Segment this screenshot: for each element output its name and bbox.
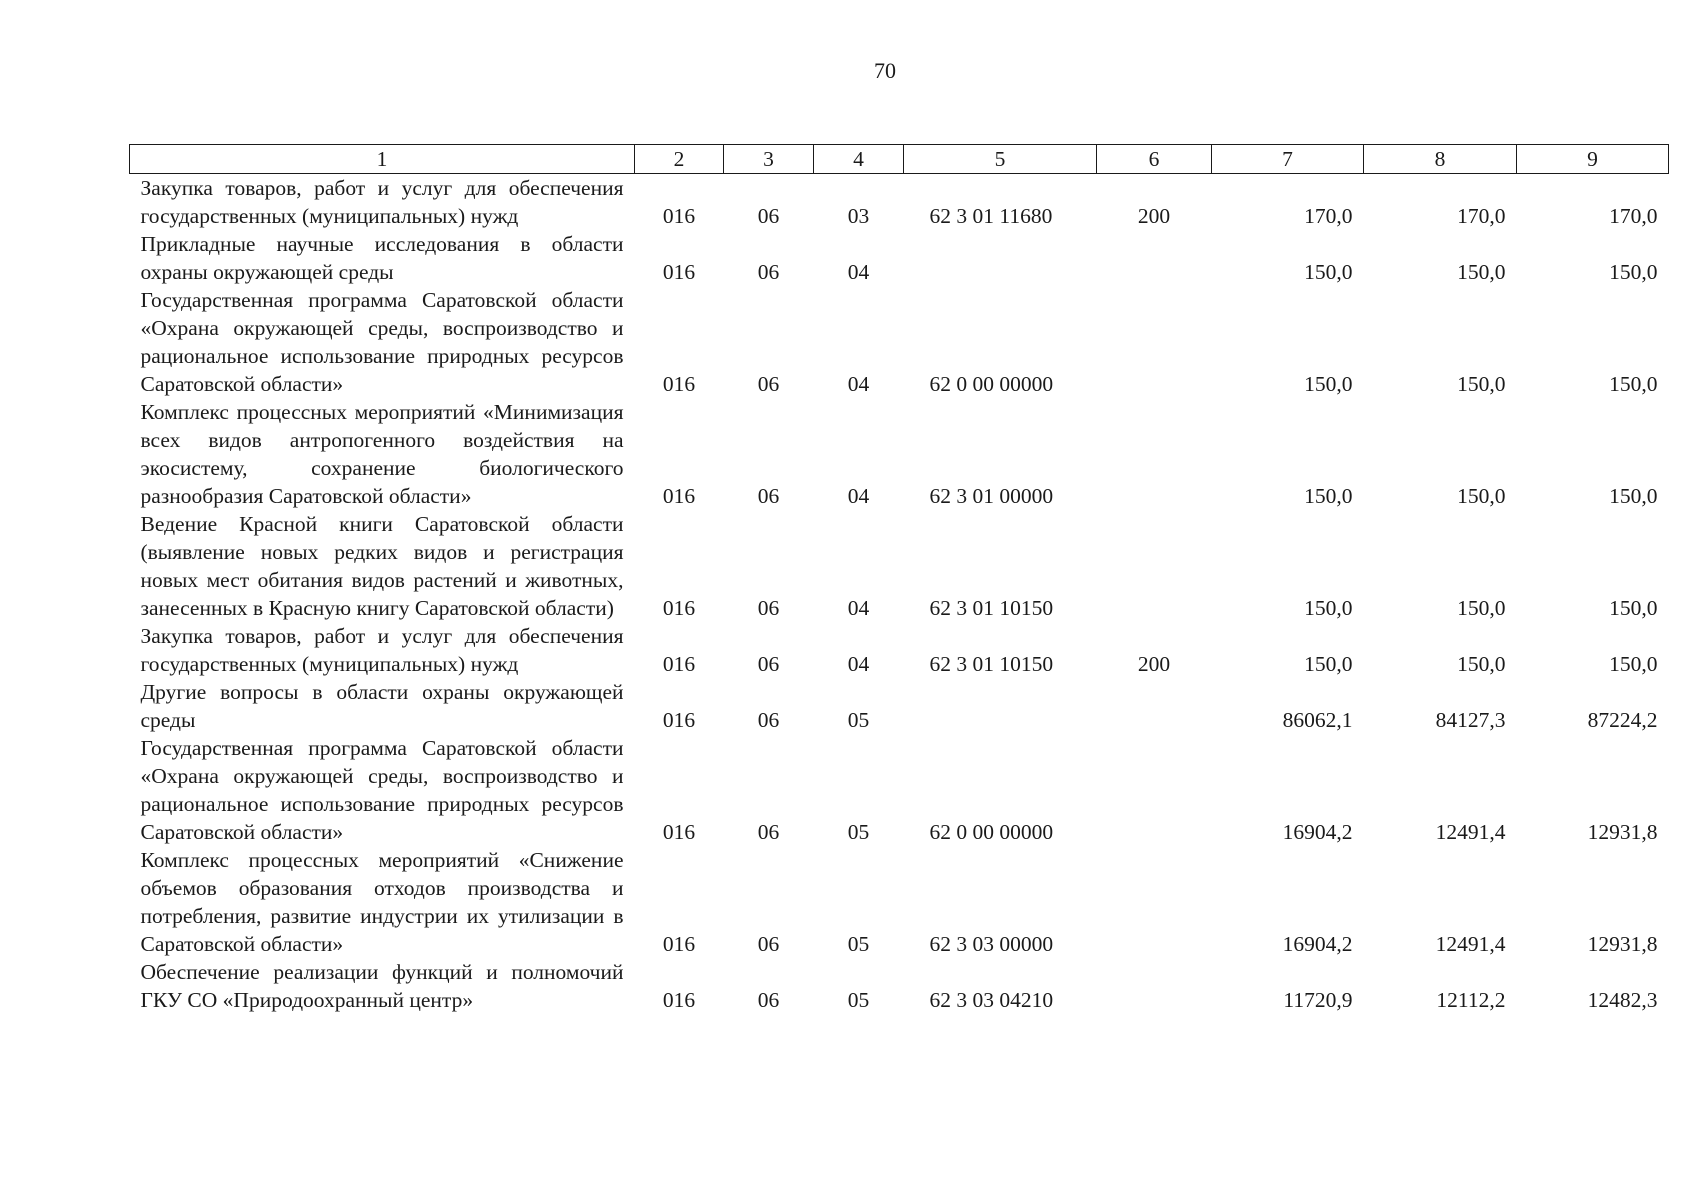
page-number: 70 [874, 58, 896, 83]
row-subsection: 04 [847, 596, 870, 620]
row-kind [1097, 678, 1212, 734]
row-kind [1097, 846, 1212, 958]
row-subsection: 05 [847, 820, 870, 844]
row-target: 62 3 01 00000 [929, 484, 1054, 508]
row-year1: 170,0 [1304, 204, 1353, 228]
row-ministry: 016 [662, 708, 696, 732]
row-year1: 150,0 [1304, 652, 1353, 676]
row-name: Закупка товаров, работ и услуг для обеспечения государственных (муниципальных) нужд [140, 176, 624, 228]
row-subsection: 03 [847, 204, 870, 228]
row-section: 06 [757, 932, 780, 956]
header-cell-2: 2 [635, 145, 724, 174]
row-year1: 11720,9 [1283, 988, 1353, 1012]
row-year3: 150,0 [1609, 596, 1658, 620]
table-row [130, 846, 1669, 958]
row-year1: 16904,2 [1282, 932, 1353, 956]
row-year2: 12491,4 [1435, 820, 1506, 844]
table-row [130, 622, 1669, 678]
header-cell-3: 3 [724, 145, 814, 174]
table-row [130, 398, 1669, 510]
row-name: Государственная программа Саратовской области «Охрана окружающей среды, воспроизводство и рациональное использование природных ресурсов Саратовской области» [140, 736, 624, 844]
row-section: 06 [757, 708, 780, 732]
row-year3: 87224,2 [1587, 708, 1658, 732]
row-subsection: 04 [847, 260, 870, 284]
row-ministry: 016 [662, 652, 696, 676]
header-cell-8: 8 [1364, 145, 1517, 174]
row-year1: 150,0 [1304, 484, 1353, 508]
row-year2: 150,0 [1457, 596, 1506, 620]
row-year2: 150,0 [1457, 260, 1506, 284]
row-year2: 12491,4 [1435, 932, 1506, 956]
row-section: 06 [757, 204, 780, 228]
row-kind [1097, 230, 1212, 286]
row-section: 06 [757, 372, 780, 396]
row-ministry: 016 [662, 260, 696, 284]
row-section: 06 [757, 596, 780, 620]
row-name: Комплекс процессных мероприятий «Снижение объемов образования отходов производства и потребления, развитие индустрии их утилизации в Саратовской области» [140, 848, 624, 956]
row-target [904, 230, 1097, 286]
row-ministry: 016 [662, 932, 696, 956]
row-name: Комплекс процессных мероприятий «Минимизация всех видов антропогенного воздействия на экосистему, сохранение биологического разнообразия Саратовской области» [140, 400, 624, 508]
row-ministry: 016 [662, 596, 696, 620]
row-year3: 12482,3 [1587, 988, 1658, 1012]
row-name: Государственная программа Саратовской области «Охрана окружающей среды, воспроизводство и рациональное использование природных ресурсов Саратовской области» [140, 288, 624, 396]
budget-table [129, 144, 1669, 1014]
header-cell-1: 1 [130, 145, 635, 174]
header-row [130, 145, 1669, 174]
table-row [130, 286, 1669, 398]
header-cell-7: 7 [1212, 145, 1364, 174]
row-kind: 200 [1137, 652, 1171, 676]
header-cell-9: 9 [1517, 145, 1669, 174]
row-year1: 150,0 [1304, 596, 1353, 620]
row-section: 06 [757, 652, 780, 676]
row-ministry: 016 [662, 820, 696, 844]
row-year1: 86062,1 [1282, 708, 1353, 732]
row-target: 62 0 00 00000 [929, 820, 1054, 844]
row-name: Ведение Красной книги Саратовской области (выявление новых редких видов и регистрация новых мест обитания видов растений и животных, занесенных в Красную книгу Саратовской области) [140, 512, 624, 620]
row-name: Закупка товаров, работ и услуг для обеспечения государственных (муниципальных) нужд [140, 624, 624, 676]
row-name: Обеспечение реализации функций и полномочий ГКУ СО «Природоохранный центр» [140, 960, 624, 1012]
row-target: 62 3 01 11680 [929, 204, 1053, 228]
row-year2: 12112,2 [1436, 988, 1506, 1012]
row-ministry: 016 [662, 988, 696, 1012]
row-subsection: 04 [847, 372, 870, 396]
row-kind [1097, 958, 1212, 1014]
row-target [904, 678, 1097, 734]
row-year1: 150,0 [1304, 372, 1353, 396]
row-ministry: 016 [662, 484, 696, 508]
row-name: Другие вопросы в области охраны окружающей среды [140, 680, 624, 732]
row-year3: 150,0 [1609, 260, 1658, 284]
row-subsection: 04 [847, 652, 870, 676]
table-row [130, 510, 1669, 622]
row-ministry: 016 [662, 204, 696, 228]
row-subsection: 04 [847, 484, 870, 508]
row-year3: 170,0 [1609, 204, 1658, 228]
row-year2: 150,0 [1457, 372, 1506, 396]
row-section: 06 [757, 260, 780, 284]
row-subsection: 05 [847, 988, 870, 1012]
row-kind [1097, 398, 1212, 510]
row-year2: 170,0 [1457, 204, 1506, 228]
row-target: 62 3 01 10150 [929, 596, 1054, 620]
row-year2: 150,0 [1457, 484, 1506, 508]
table-body [130, 174, 1669, 1015]
row-year2: 84127,3 [1435, 708, 1506, 732]
header-cell-5: 5 [904, 145, 1097, 174]
table-row [130, 174, 1669, 231]
table-row [130, 958, 1669, 1014]
row-target: 62 3 03 00000 [929, 932, 1054, 956]
row-year3: 150,0 [1609, 372, 1658, 396]
row-subsection: 05 [847, 932, 870, 956]
row-kind [1097, 286, 1212, 398]
row-ministry: 016 [662, 372, 696, 396]
row-target: 62 0 00 00000 [929, 372, 1054, 396]
row-section: 06 [757, 484, 780, 508]
row-target: 62 3 03 04210 [929, 988, 1054, 1012]
row-year1: 16904,2 [1282, 820, 1353, 844]
table-row [130, 230, 1669, 286]
row-kind [1097, 510, 1212, 622]
row-year3: 150,0 [1609, 652, 1658, 676]
row-year3: 12931,8 [1587, 820, 1658, 844]
row-target: 62 3 01 10150 [929, 652, 1054, 676]
table-header [130, 145, 1669, 174]
header-cell-6: 6 [1097, 145, 1212, 174]
header-cell-4: 4 [814, 145, 904, 174]
row-kind [1097, 734, 1212, 846]
table-row [130, 734, 1669, 846]
row-section: 06 [757, 820, 780, 844]
table-row [130, 678, 1669, 734]
row-name: Прикладные научные исследования в области охраны окружающей среды [140, 232, 624, 284]
row-year3: 150,0 [1609, 484, 1658, 508]
row-year1: 150,0 [1304, 260, 1353, 284]
row-year2: 150,0 [1457, 652, 1506, 676]
row-year3: 12931,8 [1587, 932, 1658, 956]
row-section: 06 [757, 988, 780, 1012]
row-subsection: 05 [847, 708, 870, 732]
row-kind: 200 [1137, 204, 1171, 228]
